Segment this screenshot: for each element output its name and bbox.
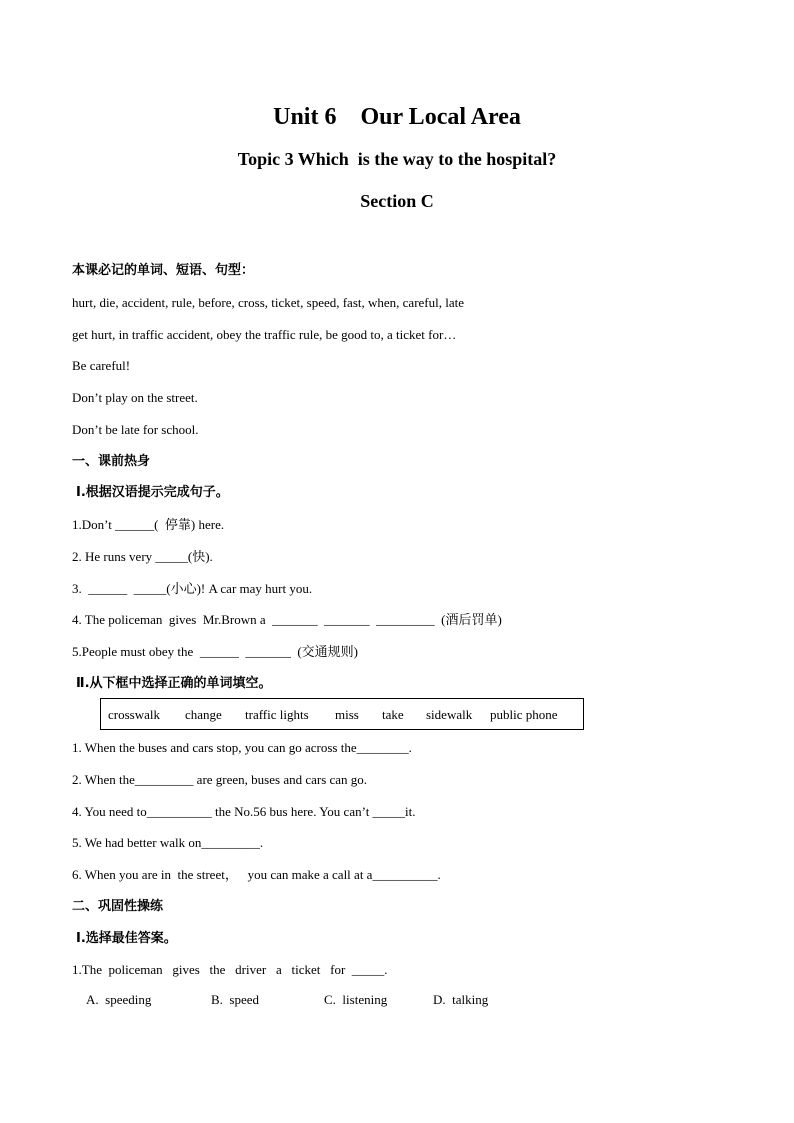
box-word: sidewalk — [426, 707, 473, 722]
part1-sub2-heading: Ⅱ.从下框中选择正确的单词填空。 — [76, 676, 272, 691]
vocab-phrases: get hurt, in traffic accident, obey the traffic rule, be good to, a ticket for… — [72, 327, 457, 342]
exercise-item: 5.People must obey the ______ _______ (交通规则) — [72, 644, 358, 659]
exercise-item: 2. When the_________ are green, buses and cars can go. — [72, 772, 368, 787]
vocab-sentence: Don’t be late for school. — [72, 422, 199, 437]
mc-question: 1.The policeman gives the driver a ticket for _____. — [72, 962, 388, 977]
part2-sub1-heading: Ⅰ.选择最佳答案。 — [76, 931, 177, 946]
vocab-heading: 本课必记的单词、短语、句型： — [72, 263, 255, 278]
box-word: change — [185, 707, 222, 722]
mc-option: A. speeding — [86, 992, 152, 1007]
vocab-words: hurt, die, accident, rule, before, cross, ticket, speed, fast, when, careful, late — [72, 295, 464, 310]
box-word: take — [382, 707, 404, 722]
exercise-item: 2. He runs very _____(快). — [72, 549, 213, 564]
vocab-sentence: Don’t play on the street. — [72, 390, 198, 405]
part1-sub1-heading: Ⅰ.根据汉语提示完成句子。 — [76, 485, 229, 500]
exercise-item: 5. We had better walk on_________. — [72, 835, 264, 850]
mc-option: B. speed — [211, 992, 260, 1007]
word-box — [100, 698, 584, 730]
exercise-item: 4. The policeman gives Mr.Brown a _______ _______ _________ (酒后罚单) — [72, 612, 502, 627]
part1-heading: 一、课前热身 — [72, 454, 151, 469]
topic-title: Topic 3 Which is the way to the hospital? — [237, 149, 557, 169]
box-word: public phone — [490, 707, 558, 722]
exercise-item: 1. When the buses and cars stop, you can go across the________. — [72, 740, 412, 755]
exercise-item: 1.Don’t ______( 停靠) here. — [72, 517, 225, 532]
box-word: miss — [335, 707, 359, 722]
section-title: Section C — [360, 191, 434, 211]
box-word: traffic lights — [245, 707, 309, 722]
box-word: crosswalk — [108, 707, 160, 722]
exercise-item: 3. ______ _____(小心)! A car may hurt you. — [72, 581, 313, 596]
mc-option: D. talking — [433, 992, 489, 1007]
vocab-sentence: Be careful! — [72, 358, 131, 373]
exercise-item: 4. You need to__________ the No.56 bus here. You can’t _____it. — [72, 804, 416, 819]
part2-heading: 二、巩固性操练 — [72, 899, 164, 914]
exercise-item: 6. When you are in the street， you can make a call at a__________. — [72, 867, 441, 882]
unit-title: Unit 6 Our Local Area — [273, 104, 521, 130]
mc-option: C. listening — [324, 992, 388, 1007]
